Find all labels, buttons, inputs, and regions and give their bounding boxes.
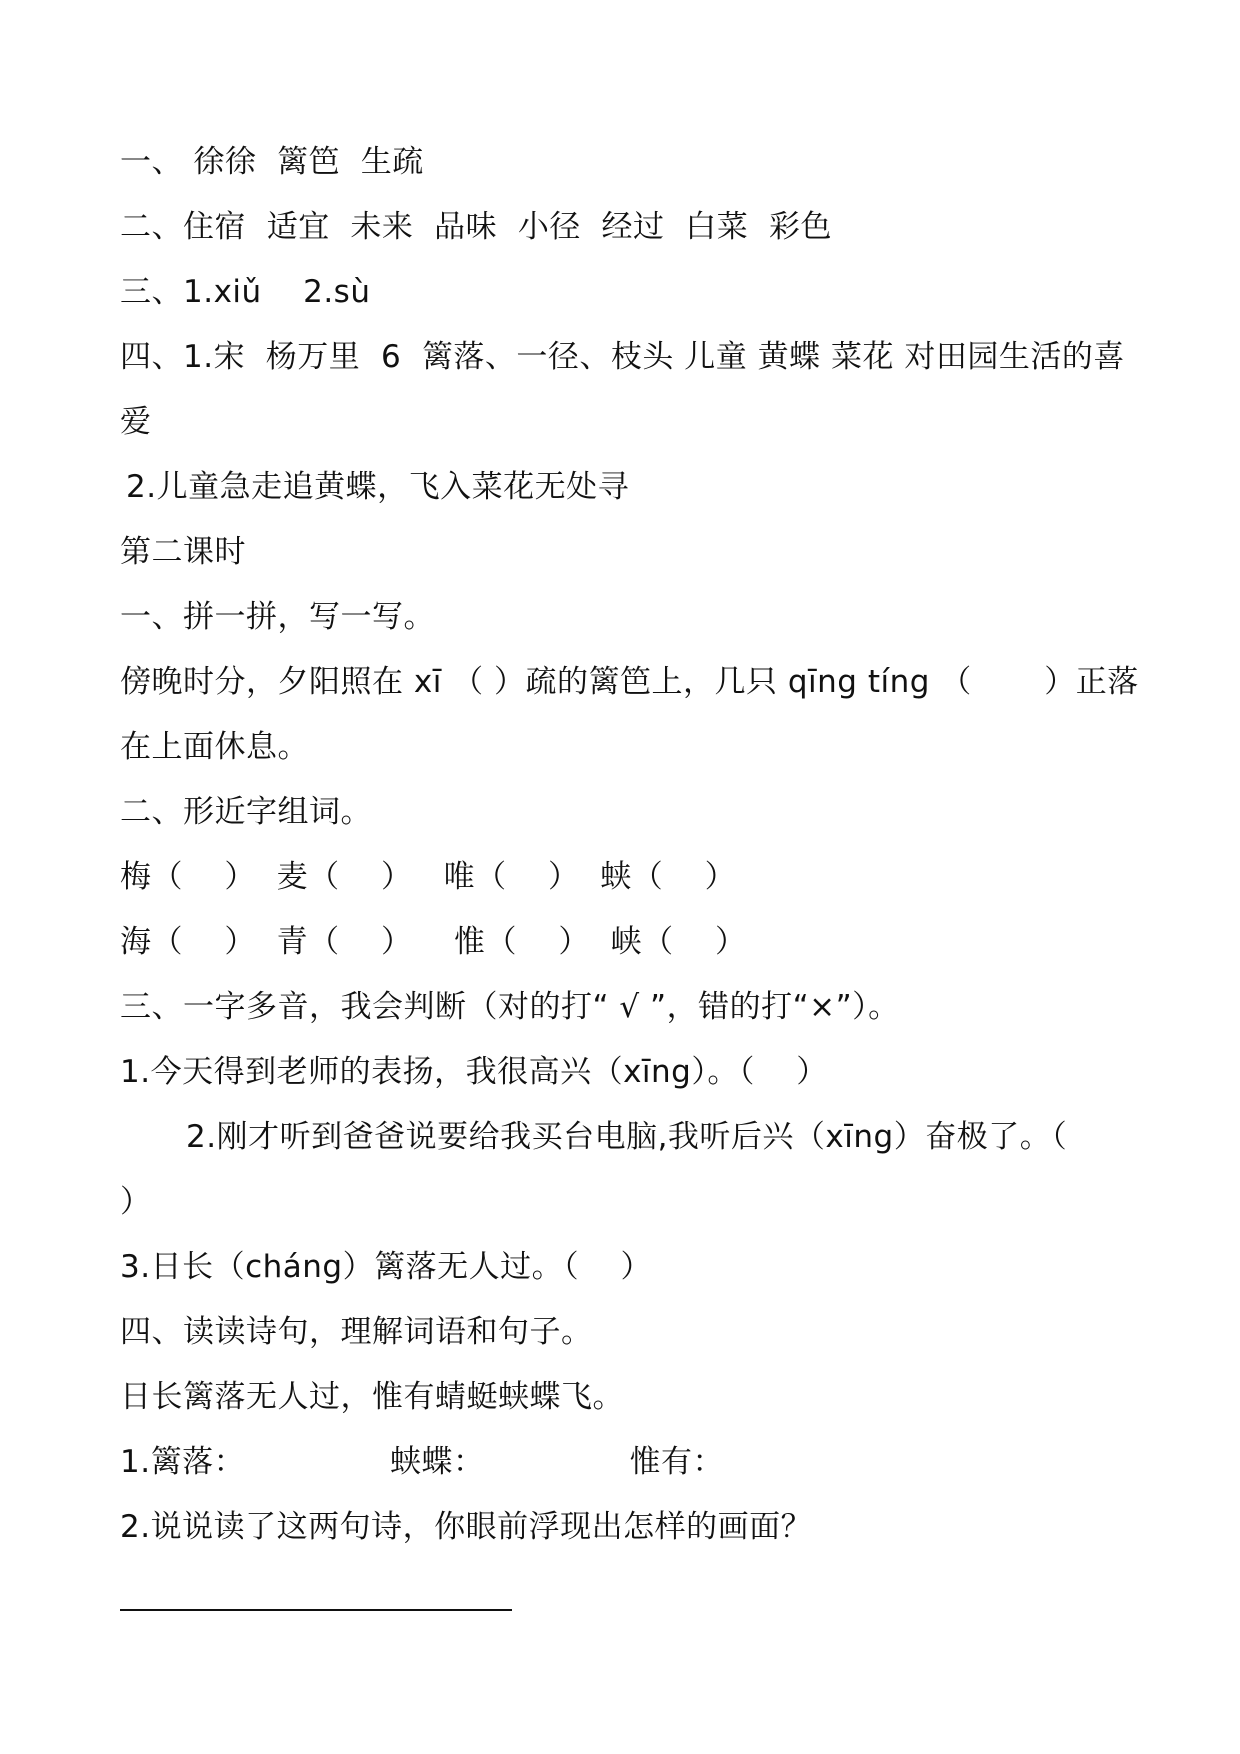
answer-line-1: 一、 徐徐 篱笆 生疏 (120, 144, 424, 180)
document-page (120, 130, 1139, 1560)
answer-line-2: 二、住宿 适宜 未来 品味 小径 经过 白菜 彩色 (120, 209, 832, 245)
question-2-row-2: 海（ ） 青（ ） 惟（ ） 峡（ ） (120, 924, 747, 960)
question-1-text-b: 在上面休息。 (120, 729, 309, 765)
question-1-heading: 一、拼一拼，写一写。 (120, 599, 435, 635)
question-4-poem: 日长篱落无人过，惟有蜻蜓蛱蝶飞。 (120, 1379, 624, 1415)
question-4-heading: 四、读读诗句，理解词语和句子。 (120, 1314, 593, 1350)
question-3-item-1: 1.今天得到老师的表扬，我很高兴（xīng）。（ ） (120, 1054, 828, 1090)
answer-line-3: 三、1.xiǔ 2.sù (120, 274, 371, 310)
answer-line-5: 2.儿童急走追黄蝶，飞入菜花无处寻 (126, 469, 630, 505)
question-3-item-2a: 2.刚才听到爸爸说要给我买台电脑,我听后兴（xīng）奋极了。（ (186, 1119, 1068, 1155)
question-3-item-3: 3.日长（cháng）篱落无人过。（ ） (120, 1249, 653, 1285)
question-2-row-1: 梅（ ） 麦（ ） 唯（ ） 蛱（ ） (120, 859, 737, 895)
answer-underline (120, 1609, 512, 1611)
question-3-item-2b: ） (120, 1184, 152, 1220)
lesson-title: 第二课时 (120, 534, 246, 570)
question-4-item-1: 1.篱落： 蛱蝶： 惟有： (120, 1444, 724, 1480)
answer-line-4a: 四、1.宋 杨万里 6 篱落、一径、枝头 儿童 黄蝶 菜花 对田园生活的喜 (120, 339, 1125, 375)
question-4-item-2: 2.说说读了这两句诗，你眼前浮现出怎样的画面？ (120, 1509, 813, 1545)
question-3-heading: 三、一字多音，我会判断（对的打“ √ ”，错的打“×”）。 (120, 989, 900, 1025)
answer-line-4b: 爱 (120, 404, 152, 440)
question-2-heading: 二、形近字组词。 (120, 794, 372, 830)
question-1-text-a: 傍晚时分，夕阳照在 xī （ ）疏的篱笆上，几只 qīng tíng （ ）正落 (120, 664, 1139, 700)
